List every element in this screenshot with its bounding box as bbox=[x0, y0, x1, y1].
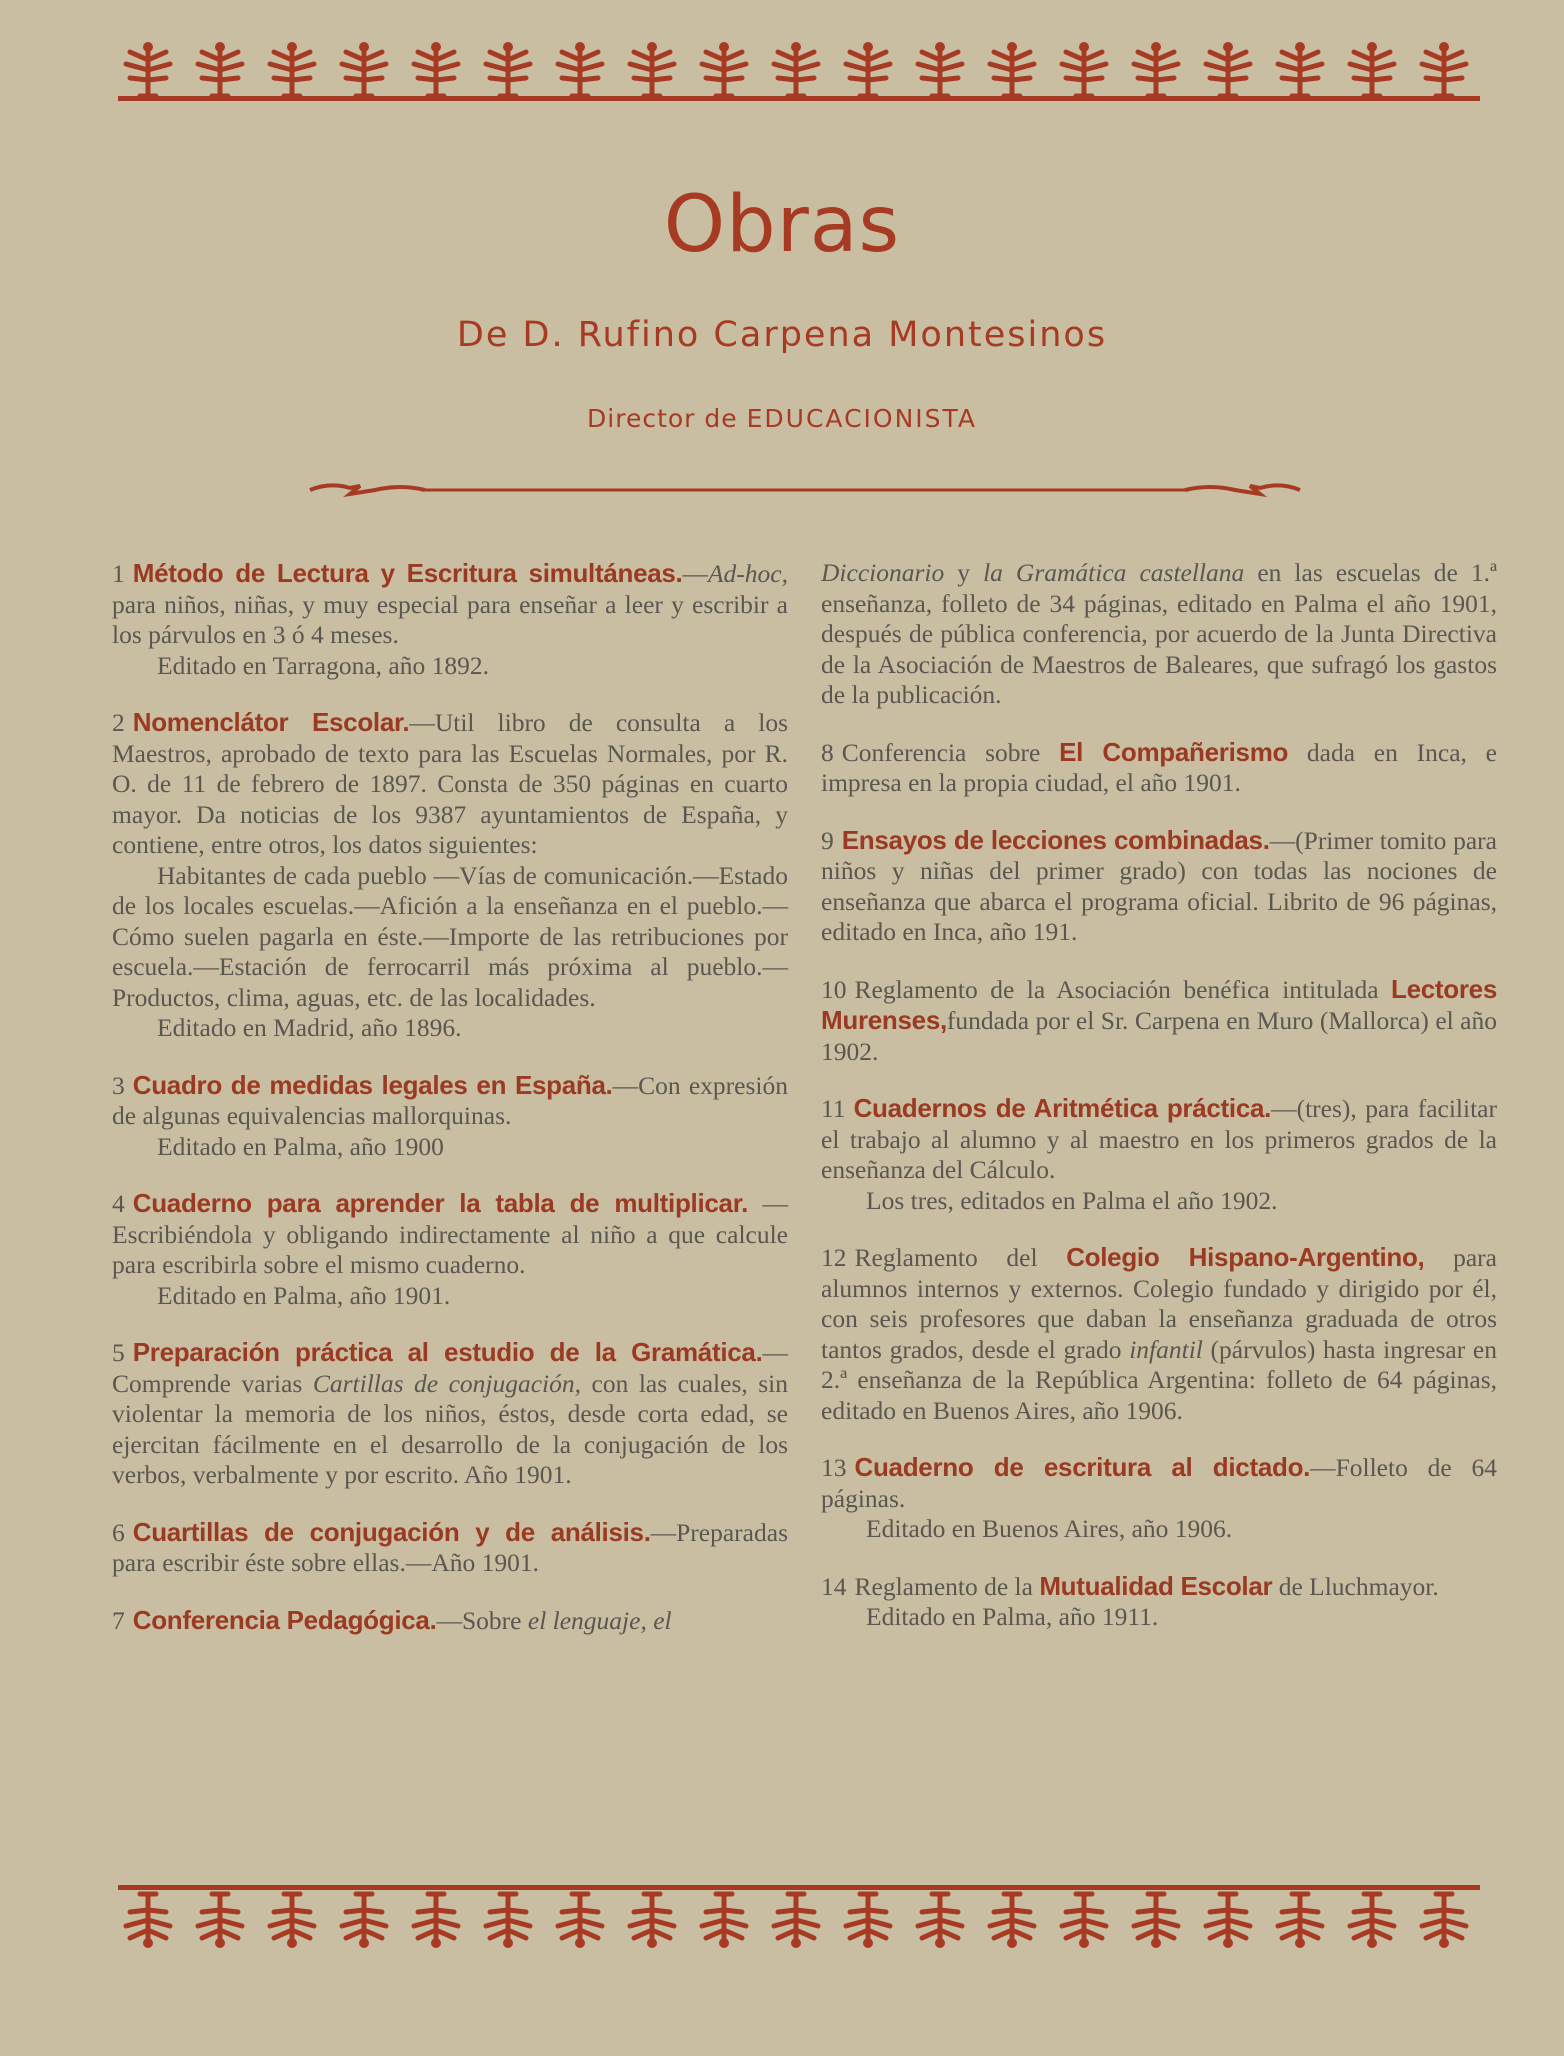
entry-note: Editado en Tarragona, año 1892. bbox=[157, 650, 489, 680]
bottom-ornament-border bbox=[118, 1880, 1480, 1950]
entry-heading: Cuadro de medidas legales en España. bbox=[132, 1069, 613, 1100]
decorative-divider bbox=[290, 468, 1320, 508]
entry-note: Editado en Palma, año 1901. bbox=[157, 1280, 451, 1310]
entry-note: Editado en Palma, año 1911. bbox=[866, 1602, 1159, 1631]
list-item: 2 Nomenclátor Escolar.—Util libro de consulta a los Maestros, aprobado de texto para las Escuelas Normales, por R. O. de 11 de febrero de 1897. Consta de 350 páginas en cuarto mayor. Da noticias de los 9387 ayuntamientos de España, y contiene, entre otros, los datos siguientes: Habitantes de cada pueblo —Vías de comunicación.—Estado de los locales escuelas.—Afición a la enseñanza en el pueblo.—Cómo suelen pagarla en éste.—Importe de las retribuciones por escuela.—Estación de ferrocarril más próxima al pueblo.—Productos, clima, aguas, etc. de las localidades. Editado en Madrid, año 1896. bbox=[112, 707, 788, 1042]
entry-heading: Cuadernos de Aritmética práctica. bbox=[853, 1093, 1272, 1123]
list-item: 9 Ensayos de lecciones combinadas.—(Primer tomito para niños y niñas del primer grado) con todas las nociones de enseñanza que abarca el programa oficial. Librito de 96 páginas, editado en Inca, año 191. bbox=[821, 824, 1497, 946]
director-name: EDUCACIONISTA bbox=[746, 404, 977, 433]
list-item: 3 Cuadro de medidas legales en España.—Con expresión de algunas equivalencias mallorquinas. Editado en Palma, año 1900 bbox=[112, 1069, 788, 1161]
entry-note: Editado en Buenos Aires, año 1906. bbox=[866, 1514, 1233, 1543]
list-item: 7 Conferencia Pedagógica.—Sobre el lenguaje, el bbox=[112, 1604, 672, 1635]
entry-note: Los tres, editados en Palma el año 1902. bbox=[866, 1185, 1278, 1215]
entry-heading: Cuaderno para aprender la tabla de multiplicar. bbox=[132, 1188, 749, 1218]
left-column bbox=[112, 558, 788, 1662]
entry-heading: Ensayos de lecciones combinadas. bbox=[841, 824, 1270, 855]
entry-heading: Cuaderno de escritura al dictado. bbox=[854, 1452, 1311, 1482]
list-item: 1 Método de Lectura y Escritura simultáneas.—Ad-hoc, para niños, niñas, y muy especial para enseñar a leer y escribir a los párvulos en 3 ó 4 meses. Editado en Tarragona, año 1892. bbox=[112, 558, 788, 680]
top-ornament-border bbox=[118, 38, 1480, 108]
entry-heading: Preparación práctica al estudio de la Gramática. bbox=[132, 1337, 763, 1367]
entry-heading: Mutualidad Escolar bbox=[1039, 1570, 1273, 1601]
list-item: Diccionario y la Gramática castellana en las escuelas de 1.ª enseñanza, folleto de 34 páginas, editado en Palma el año 1901, después de pública conferencia, por acuerdo de la Junta Directiva de la Asociación de Maestros de Baleares, que sufragó los gastos de la publicación. bbox=[821, 558, 1498, 709]
list-item: 10 Reglamento de la Asociación benéfica intitulada Lectores Murenses,fundada por el Sr. Carpena en Muro (Mallorca) el año 1902. bbox=[821, 973, 1497, 1066]
entry-heading: El Compañerismo bbox=[1059, 736, 1289, 767]
entry-heading: Conferencia Pedagógica. bbox=[132, 1604, 437, 1635]
entry-heading: Cuartillas de conjugación y de análisis. bbox=[132, 1516, 651, 1547]
entry-note: Editado en Madrid, año 1896. bbox=[157, 1013, 462, 1042]
list-item: 14 Reglamento de la Mutualidad Escolar de Lluchmayor. Editado en Palma, año 1911. bbox=[821, 1571, 1497, 1633]
page-title: Obras bbox=[663, 180, 901, 270]
list-item: 8 Conferencia sobre El Compañerismo dada en Inca, e impresa en la propia ciudad, el año 1901. bbox=[821, 736, 1497, 797]
entry-note: Editado en Palma, año 1900 bbox=[157, 1131, 444, 1161]
author-subtitle: De D. Rufino Carpena Montesinos bbox=[456, 315, 1108, 355]
right-column bbox=[821, 558, 1497, 1659]
entry-heading: Colegio Hispano-Argentino, bbox=[1066, 1242, 1425, 1272]
entry-heading: Nomenclátor Escolar. bbox=[132, 707, 410, 737]
list-item: 5 Preparación práctica al estudio de la Gramática.—Comprende varias Cartillas de conjugación, con las cuales, sin violentar la memoria de los niños, éstos, desde corta edad, se ejercitan fácilmente en el desarrollo de la conjugación de los verbos, verbalmente y por escrito. Año 1901. bbox=[112, 1337, 788, 1489]
list-item: 13 Cuaderno de escritura al dictado.—Folleto de 64 páginas. Editado en Buenos Aires, año 1906. bbox=[821, 1452, 1497, 1543]
list-item: 6 Cuartillas de conjugación y de análisis.—Preparadas para escribir éste sobre ellas.—Año 1901. bbox=[112, 1516, 788, 1577]
list-item: 11 Cuadernos de Aritmética práctica.—(tres), para facilitar el trabajo al alumno y al maestro en los primeros grados de la enseñanza del Cálculo. Los tres, editados en Palma el año 1902. bbox=[821, 1093, 1497, 1215]
director-prefix: Director de bbox=[587, 404, 738, 433]
director-line bbox=[0, 404, 1564, 433]
list-item: 4 Cuaderno para aprender la tabla de multiplicar. —Escribiéndola y obligando indirectamente al niño a que calcule para escribirla sobre el mismo cuaderno. Editado en Palma, año 1901. bbox=[112, 1188, 788, 1310]
entry-heading: Método de Lectura y Escritura simultáneas. bbox=[132, 558, 683, 588]
list-item: 12 Reglamento del Colegio Hispano-Argentino, para alumnos internos y externos. Colegio fundado y dirigido por él, con seis profesores que daban la enseñanza graduada de otros tantos grados, desde el grado infantil (párvulos) hasta ingresar en 2.ª enseñanza de la República Argentina: folleto de 64 páginas, editado en Buenos Aires, año 1906. bbox=[821, 1242, 1497, 1425]
entry-heading: Lectores Murenses, bbox=[821, 973, 1497, 1035]
